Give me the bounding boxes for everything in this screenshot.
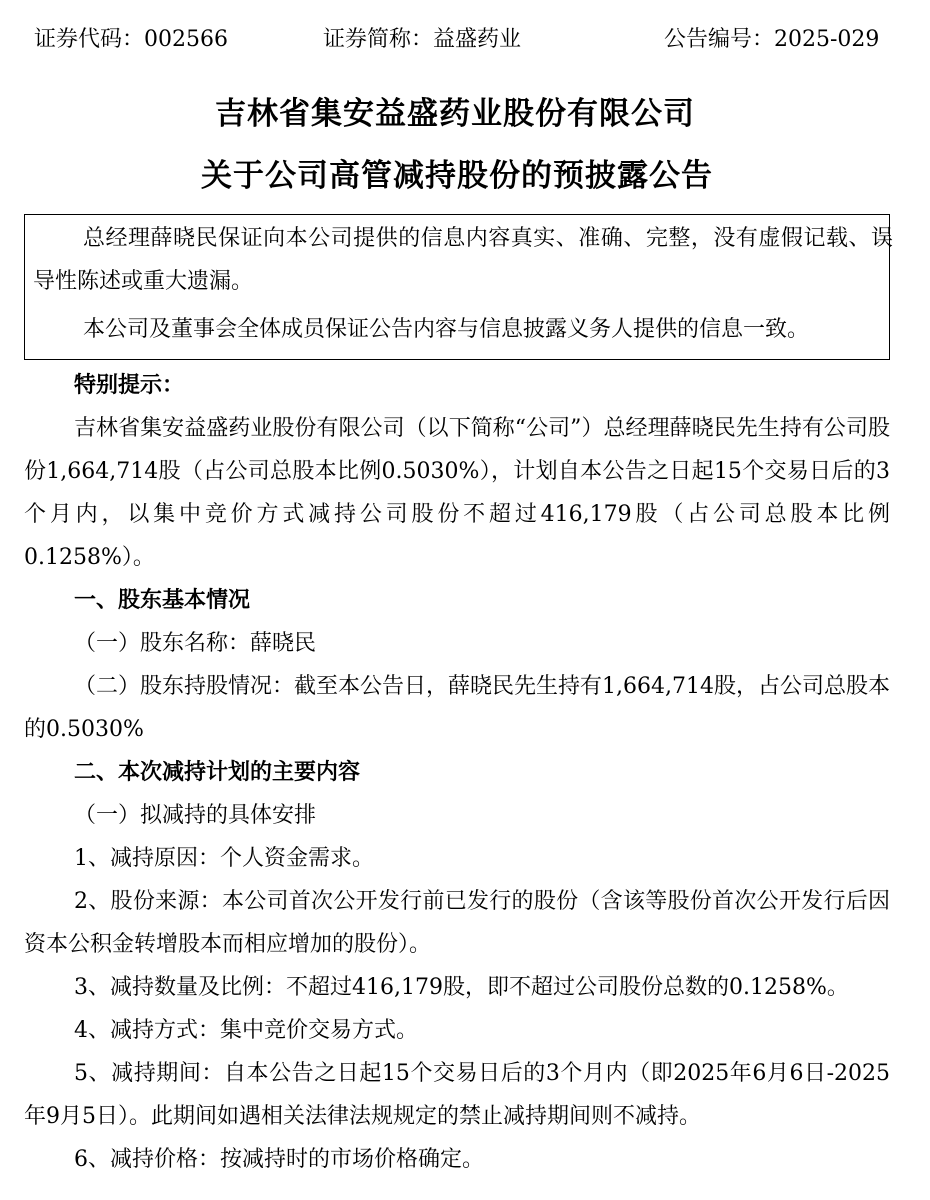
announcement-number: 公告编号：2025-029 — [664, 27, 880, 52]
special-notice-heading: 特别提示： — [74, 372, 185, 398]
announcement-header — [0, 24, 930, 56]
share-source: 2、股份来源：本公司首次公开发行前已发行的股份（含该等股份首次公开发行后因资本公积金转增股本而相应增加的股份）。 — [24, 889, 890, 957]
section-1-heading: 一、股东基本情况 — [74, 587, 251, 613]
section-2-heading: 二、本次减持计划的主要内容 — [74, 759, 361, 785]
statement-box — [24, 214, 893, 360]
reduction-reason: 1、减持原因：个人资金需求。 — [74, 846, 374, 871]
reduction-period: 5、减持期间：自本公告之日起15个交易日后的3个月内（即2025年6月6日-2025年9月5日）。此期间如遇相关法律法规规定的禁止减持期间则不减持。 — [24, 1061, 890, 1129]
company-title: 吉林省集安益盛药业股份有限公司 — [215, 96, 695, 132]
subsection-arrangement: （一）拟减持的具体安排 — [74, 803, 317, 828]
reduction-price: 6、减持价格：按减持时的市场价格确定。 — [74, 1147, 484, 1172]
announcement-body — [24, 364, 890, 1181]
shareholding-status: （二）股东持股情况：截至本公告日，薛晓民先生持有1,664,714股，占公司总股本的0.5030% — [24, 674, 890, 742]
shareholder-name: （一）股东名称：薛晓民 — [74, 631, 317, 656]
reduction-quantity: 3、减持数量及比例：不超过416,179股，即不超过公司股份总数的0.1258%。 — [74, 975, 849, 1000]
reduction-method: 4、减持方式：集中竞价交易方式。 — [74, 1018, 418, 1043]
statement-paragraph-2: 本公司及董事会全体成员保证公告内容与信息披露义务人提供的信息一致。 — [83, 317, 810, 342]
statement-paragraph-1: 总经理薛晓民保证向本公司提供的信息内容真实、准确、完整，没有虚假记载、误导性陈述或重大遗漏。 — [33, 226, 893, 294]
stock-code: 证券代码：002566 — [34, 27, 228, 52]
stock-short-name: 证券简称：益盛药业 — [323, 27, 522, 52]
special-notice-text: 吉林省集安益盛药业股份有限公司（以下简称“公司”）总经理薛晓民先生持有公司股份1,664,714股（占公司总股本比例0.5030%），计划自本公告之日起15个交易日后的3个月内，以集中竞价方式减持公司股份不超过416,179股（占公司总股本比例0.1258%）。 — [24, 416, 890, 570]
announcement-title: 关于公司高管减持股份的预披露公告 — [201, 158, 713, 194]
